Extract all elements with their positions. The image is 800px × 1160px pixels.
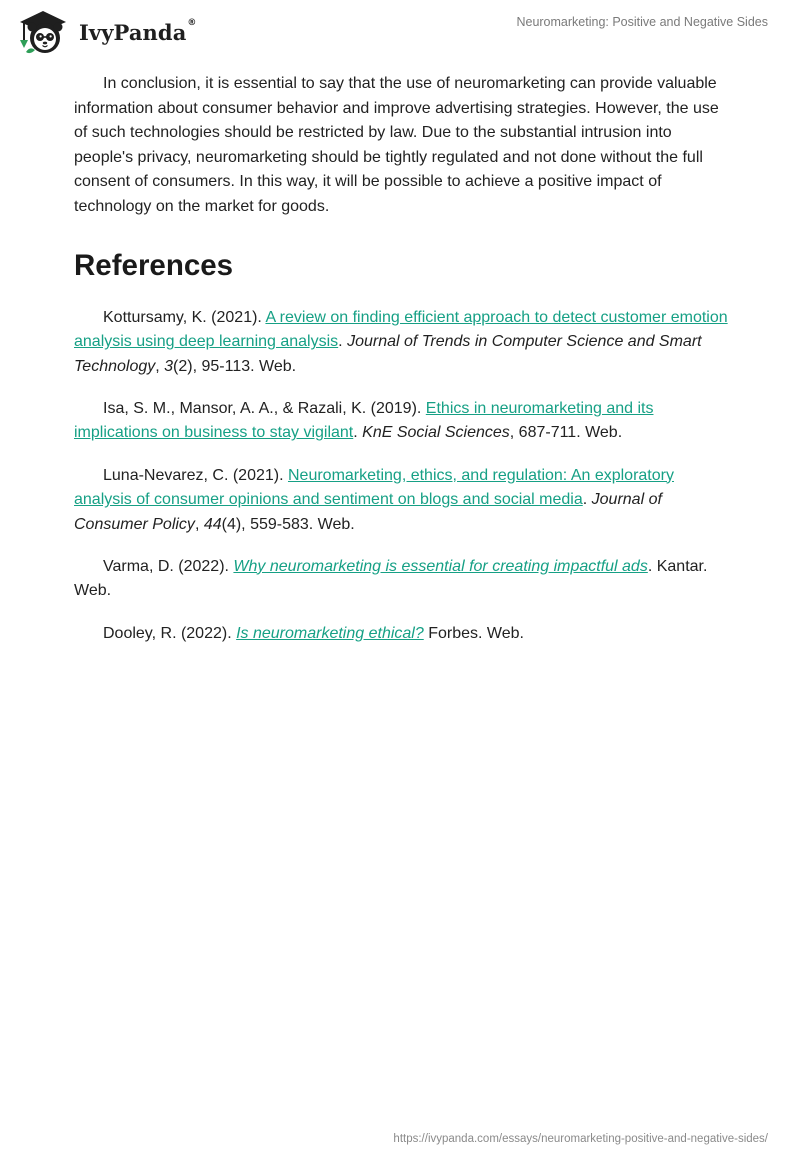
reference-volume: 44	[203, 515, 222, 533]
running-title: Neuromarketing: Positive and Negative Sides	[516, 15, 768, 29]
reference-journal: Journal of Consumer Policy	[74, 491, 662, 533]
reference-item	[74, 306, 734, 380]
reference-details: . Kantar. Web.	[74, 557, 708, 600]
reference-authors: Dooley, R. (2022).	[103, 624, 237, 642]
document-body	[74, 72, 734, 664]
registered-mark: ®	[187, 17, 197, 28]
reference-link[interactable]: Why neuromarketing is essential for creating impactful ads	[233, 557, 648, 575]
panda-graduation-cap-icon	[16, 8, 74, 56]
reference-punct: ,	[194, 515, 204, 533]
reference-authors: Varma, D. (2022).	[103, 557, 234, 575]
reference-journal: KnE Social Sciences	[362, 424, 510, 442]
reference-details: (2), 95-113. Web.	[173, 357, 297, 375]
reference-details: Forbes. Web.	[423, 624, 524, 642]
reference-punct: ,	[155, 357, 165, 375]
reference-item	[74, 464, 734, 538]
reference-link[interactable]: A review on finding efficient approach to detect customer emotion analysis using deep learning analysis	[74, 308, 728, 351]
references-heading: References	[74, 248, 234, 282]
reference-authors: Isa, S. M., Mansor, A. A., & Razali, K. (2019).	[103, 399, 426, 417]
reference-authors: Kottursamy, K. (2021).	[103, 308, 266, 326]
logo-wordmark: IvyPanda®	[79, 17, 197, 45]
reference-item	[74, 397, 734, 446]
page-header	[0, 0, 800, 60]
reference-link[interactable]: Neuromarketing, ethics, and regulation: An exploratory analysis of consumer opinions and sentiment on blogs and social media	[74, 466, 674, 509]
reference-journal: Journal of Trends in Computer Science and Smart Technology	[74, 333, 702, 375]
reference-item	[74, 622, 734, 647]
reference-punct: .	[353, 424, 363, 442]
reference-volume: 3	[164, 357, 174, 375]
reference-details: (4), 559-583. Web.	[221, 515, 355, 533]
reference-authors: Luna-Nevarez, C. (2021).	[103, 466, 288, 484]
conclusion-paragraph: In conclusion, it is essential to say that the use of neuromarketing can provide valuable information about consumer behavior and improve advertising strategies. However, the use of such technologies should be restricted by law. Due to the substantial intrusion into people's privacy, neuromarketing should be tightly regulated and not done without the full consent of consumers. In this way, it will be possible to achieve a positive impact of technology on the market for goods.	[74, 75, 719, 215]
reference-link[interactable]: Ethics in neuromarketing and its implications on business to stay vigilant	[74, 399, 654, 442]
reference-link[interactable]: Is neuromarketing ethical?	[236, 624, 424, 642]
reference-punct: .	[582, 491, 592, 509]
reference-item	[74, 555, 734, 604]
ivypanda-logo[interactable]	[16, 8, 197, 56]
footer-url: https://ivypanda.com/essays/neuromarketing-positive-and-negative-sides/	[393, 1133, 768, 1145]
references-list	[74, 306, 734, 647]
reference-details: , 687-711. Web.	[509, 424, 623, 442]
reference-punct: .	[338, 333, 348, 351]
